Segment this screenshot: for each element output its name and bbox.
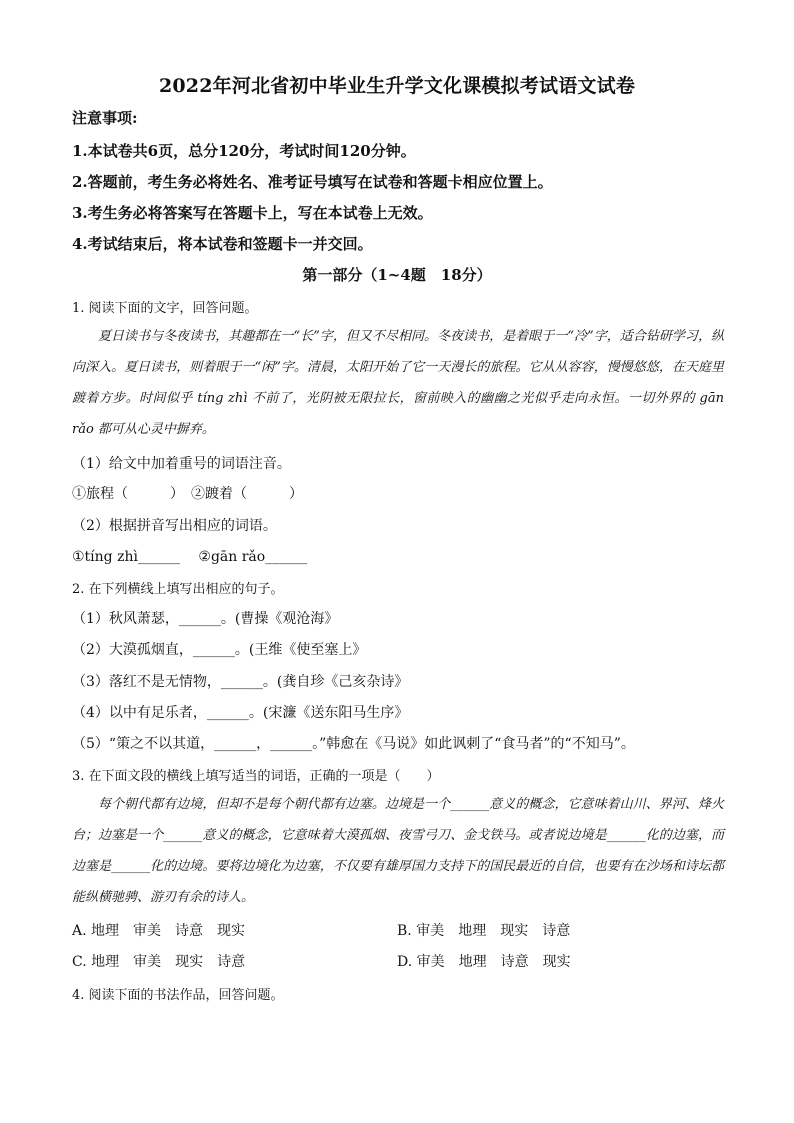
section-heading: 第一部分（1~4题 18分）	[302, 266, 492, 284]
question-2-stem: 2. 在下列横线上填写出相应的句子。	[72, 582, 284, 597]
question-2-item: （4）以中有足乐者，______。(宋濂《送东阳马生序》	[72, 705, 409, 721]
question-2-item: （3）落红不是无情物，______。(龚自珍《己亥杂诗》	[72, 674, 409, 690]
question-1-passage: 夏日读书与冬夜读书，其趣都在一“长”字，但又不尽相同。冬夜读书，是着眼于一“冷”字，适合钻研学习，纵向深入。夏日读书，则着眼于一“闲”字。清晨，太阳开始了它一天漫长的旅程。它从从容容，慢慢悠悠，在天庭里踱着方步。时间似乎 tíng zhì 不前了，光阴被无限拉长，窗前映入的幽幽之光似乎走向永恒。一切外界的 gān rǎo 都可从心灵中摒弃。	[72, 329, 724, 437]
option-a: A. 地理 审美 诗意 现实	[72, 923, 246, 939]
option-b: B. 审美 地理 现实 诗意	[397, 923, 571, 939]
notice-heading: 注意事项:	[72, 109, 138, 127]
exam-title: 2022年河北省初中毕业生升学文化课模拟考试语文试卷	[158, 75, 636, 97]
option-d: D. 审美 地理 诗意 现实	[397, 954, 571, 970]
question-2-item: （1）秋风萧瑟，______。(曹操《观沧海》	[72, 611, 339, 627]
question-2-item: （5）“策之不以其道，______，______。”韩愈在《马说》如此讽刺了“食马者”的“不知马”。	[72, 736, 635, 752]
question-1-sub2-answer: ①tíng zhì______ ②gān rǎo______	[72, 549, 308, 565]
notice-item: 2.答题前，考生务必将姓名、准考证号填写在试卷和答题卡相应位置上。	[72, 173, 553, 191]
option-c: C. 地理 审美 现实 诗意	[72, 954, 246, 970]
question-1-sub2: （2）根据拼音写出相应的词语。	[72, 518, 277, 534]
question-1-sub1-answer: ①旅程（ ） ②踱着（ ）	[72, 486, 303, 502]
question-3-passage: 每个朝代都有边境，但却不是每个朝代都有边塞。边境是一个______意义的概念，它意味着山川、界河、烽火台；边塞是一个______意义的概念，它意味着大漠孤烟、夜雪弓刀、金戈铁马。或者说边境是______化的边塞，而边塞是______化的边境。要将边境化为边塞，不仅要有雄厚国力支持下的国民最近的自信，也要有在沙场和诗坛都能纵横驰骋、游刃有余的诗人。	[72, 797, 724, 905]
notice-item: 1.本试卷共6页，总分120分，考试时间120分钟。	[72, 142, 416, 160]
question-4-stem: 4. 阅读下面的书法作品，回答问题。	[72, 988, 284, 1003]
question-2-item: （2）大漠孤烟直，______。(王维《使至塞上》	[72, 642, 367, 658]
question-1-stem: 1. 阅读下面的文字，回答问题。	[72, 301, 258, 316]
notice-item: 4.考试结束后，将本试卷和签题卡一并交回。	[72, 235, 373, 253]
question-1-sub1: （1）给文中加着重号的词语注音。	[72, 456, 291, 472]
notice-item: 3.考生务必将答案写在答题卡上，写在本试卷上无效。	[72, 204, 433, 222]
question-3-stem: 3. 在下面文段的横线上填写适当的词语，正确的一项是（ ）	[72, 769, 440, 784]
